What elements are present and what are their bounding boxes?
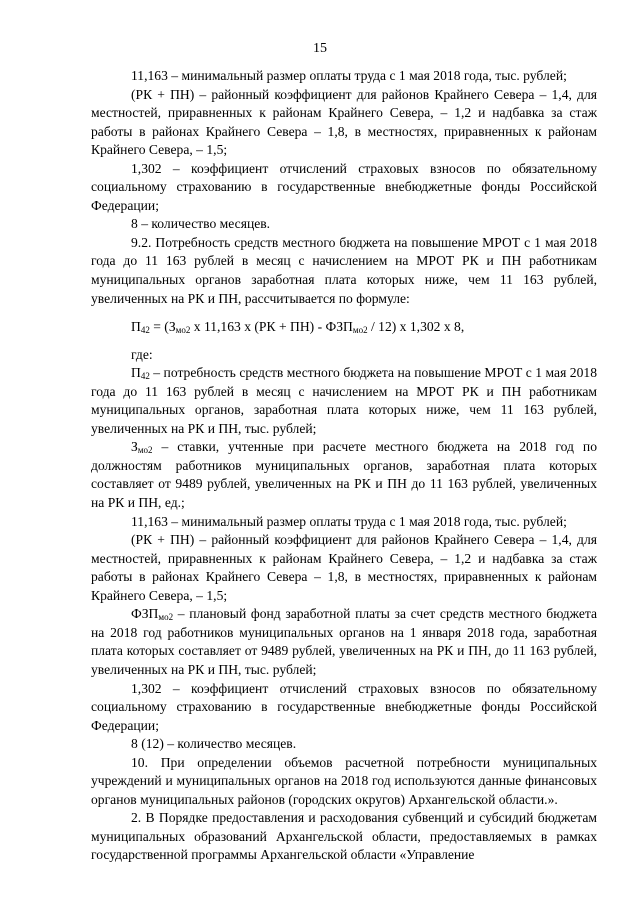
paragraph-section-2: 2. В Порядке предоставления и расходования субвенций и субсидий бюджетам муниципальных образований Архангельской области, предоставляемых в рамках государственной программы Архангельской области «Управление xyxy=(91,810,597,863)
formula-part-2: х 11,163 х (РК + ПН) - ФЗП xyxy=(190,319,353,335)
paragraph-months-count: 8 – количество месяцев. xyxy=(131,216,271,232)
definition-fzp: – плановый фонд заработной платы за счет средств местного бюджета на 2018 год работников муниципальных органов на 1 января 2018 года, заработная плата которых составляет от 9489 рублей, увеличенных на РК и ПН, до 11 163 рублей, увеличенных на РК и ПН, тыс. рублей; xyxy=(91,606,597,677)
formula-part-1: = (З xyxy=(149,319,176,335)
term-zmo2-subscript: мо2 xyxy=(137,445,153,456)
paragraph-section-9-2: 9.2. Потребность средств местного бюджета на повышение МРОТ с 1 мая 2018 года до 11 163 рублей в месяц с начислением на МРОТ РК и ПН работникам муниципальных органов заработная плата которых ниже, чем 11 163 рублей, увеличенных на РК и ПН, рассчитывается по формуле: xyxy=(91,234,597,306)
paragraph-regional-coefficient-2: (РК + ПН) – районный коэффициент для районов Крайнего Севера – 1,4, для местностей, приравненных к районам Крайнего Севера, – 1,2 и надбавка за стаж работы в районах Крайнего Севера – 1,8, в местностях, приравненных к районам Крайнего Севера, – 1,5; xyxy=(91,532,597,603)
paragraph-insurance-coefficient: 1,302 – коэффициент отчислений страховых взносов по обязательному социальному страхованию в государственные внебюджетные фонды Российской Федерации; xyxy=(91,160,597,213)
page-number: 15 xyxy=(313,41,327,56)
formula-p42 xyxy=(91,318,597,337)
paragraph-insurance-coefficient-2: 1,302 – коэффициент отчислений страховых взносов по обязательному социальному страхованию в государственные внебюджетные фонды Российской Федерации; xyxy=(91,680,597,733)
term-p42-subscript: 42 xyxy=(140,371,150,382)
paragraph-regional-coefficient: (РК + ПН) – районный коэффициент для районов Крайнего Севера – 1,4, для местностей, приравненных к районам Крайнего Севера, – 1,2 и надбавка за стаж работы в районах Крайнего Севера – 1,8, в местностях, приравненных к районам Крайнего Севера, – 1,5; xyxy=(91,86,597,158)
definition-p42: – потребность средств местного бюджета на повышение МРОТ с 1 мая 2018 года до 11 163 рублей в месяц с начислением на МРОТ РК и ПН работникам муниципальных органов, заработная плата которых ниже, чем 11 163 рублей, увеличенных на РК и ПН, тыс. рублей; xyxy=(91,365,597,436)
formula-part-1-subscript: мо2 xyxy=(175,325,191,336)
paragraph-fzp-definition xyxy=(91,605,597,679)
paragraph-where: где: xyxy=(131,346,153,362)
term-fzp: ФЗП xyxy=(131,606,159,622)
formula-lhs: П xyxy=(131,319,141,335)
paragraph-p42-definition xyxy=(91,364,597,438)
formula-lhs-subscript: 42 xyxy=(140,325,150,336)
document-body xyxy=(91,67,597,865)
formula-part-2-subscript: мо2 xyxy=(352,325,368,336)
paragraph-mrot-value: 11,163 – минимальный размер оплаты труда с 1 мая 2018 года, тыс. рублей; xyxy=(131,68,567,83)
term-p42: П xyxy=(131,365,141,381)
paragraph-zmo2-definition xyxy=(91,438,597,512)
definition-zmo2: – ставки, учтенные при расчете местного бюджета на 2018 год по должностям работников муниципальных органов, заработная плата которых составляет от 9489 рублей, увеличенных на РК и ПН до 11 163 рублей, увеличенных на РК и ПН, ед.; xyxy=(91,439,597,511)
term-zmo2: З xyxy=(131,439,138,455)
paragraph-section-10: 10. При определении объемов расчетной потребности муниципальных учреждений и муниципальных органов на 2018 год используются данные финансовых органов муниципальных районов (городских округов) Архангельской области.». xyxy=(91,754,597,807)
term-fzp-subscript: мо2 xyxy=(158,612,174,623)
formula-part-3: / 12) х 1,302 х 8, xyxy=(367,319,465,335)
paragraph-mrot-value-2: 11,163 – минимальный размер оплаты труда с 1 мая 2018 года, тыс. рублей; xyxy=(131,513,567,529)
paragraph-months-count-2: 8 (12) – количество месяцев. xyxy=(131,736,297,752)
